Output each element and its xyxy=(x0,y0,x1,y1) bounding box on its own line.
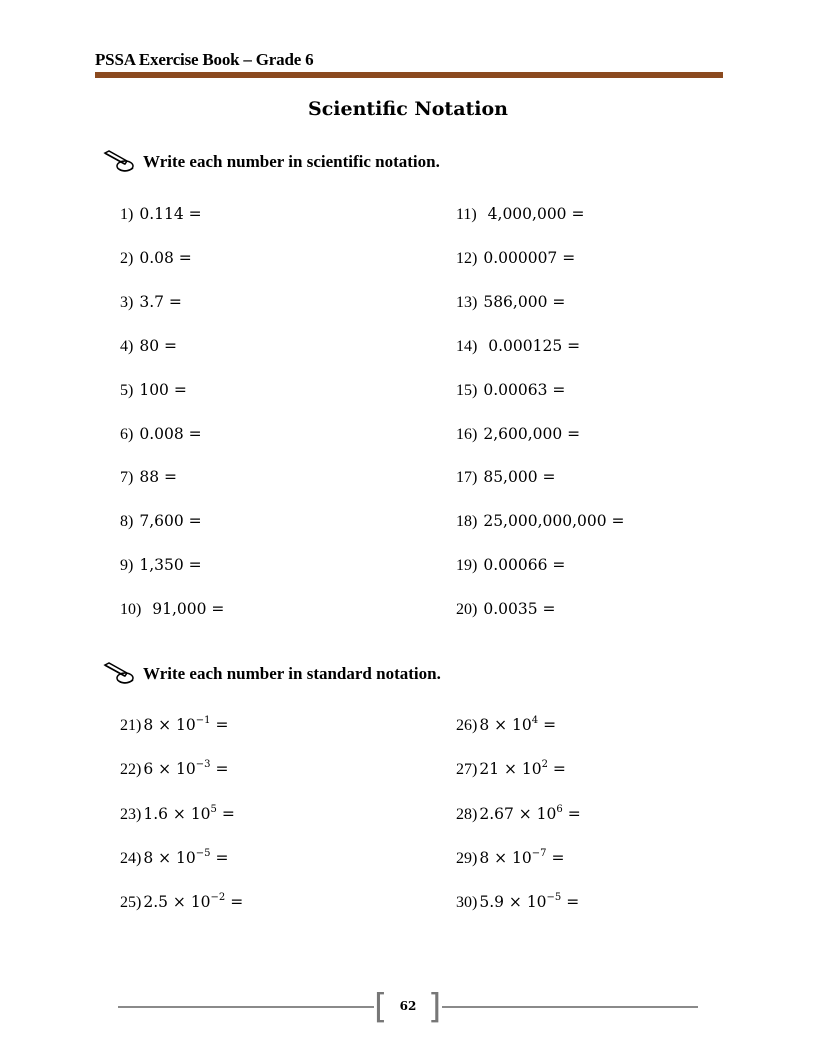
problem-number: 1) xyxy=(120,206,134,223)
pencil-writing-icon xyxy=(103,150,135,174)
problem-base: 2.67 × 10 xyxy=(479,804,557,823)
problem-item xyxy=(120,425,202,444)
page-title: Scientific Notation xyxy=(307,98,508,120)
header-title: PSSA Exercise Book – Grade 6 xyxy=(95,50,314,69)
problem-number: 12) xyxy=(456,249,478,267)
problem-item xyxy=(456,249,575,268)
footer-bracket-left: [ xyxy=(374,987,388,1027)
problem-number: 28) xyxy=(456,805,478,823)
problem-number: 20) xyxy=(456,601,478,619)
problem-number: 24) xyxy=(120,850,142,868)
problem-exponent: −1 xyxy=(195,715,211,726)
problem-expression: 0.00066 = xyxy=(483,556,566,575)
problem-exponent: 4 xyxy=(531,715,539,726)
problem-equals: = xyxy=(546,849,565,868)
problem-number: 17) xyxy=(456,469,478,487)
problem-expression: 0.08 = xyxy=(139,248,192,267)
problem-exponent: −3 xyxy=(195,759,211,771)
problem-item xyxy=(120,249,192,268)
problem-number: 8) xyxy=(120,513,134,531)
header-rule xyxy=(95,72,723,78)
problem-base: 2.5 × 10 xyxy=(143,893,211,912)
problem-item xyxy=(456,381,565,400)
problem-exponent: 6 xyxy=(556,803,563,815)
problem-expression: 88 = xyxy=(139,468,177,487)
problem-expression: 1,350 = xyxy=(139,556,202,575)
footer-rule-left xyxy=(118,1006,374,1008)
problem-item xyxy=(456,337,580,356)
problem-equals: = xyxy=(561,893,580,912)
problem-item xyxy=(456,805,581,824)
problem-item xyxy=(456,425,580,444)
problem-number: 19) xyxy=(456,557,478,575)
problem-base: 8 × 10 xyxy=(143,849,196,868)
pencil-writing-icon xyxy=(103,662,135,686)
problem-item xyxy=(120,205,202,224)
problem-number: 27) xyxy=(456,761,478,779)
problem-expression: 4,000,000 = xyxy=(482,205,585,223)
problem-number: 22) xyxy=(120,761,142,779)
problem-item xyxy=(456,760,566,779)
problem-equals: = xyxy=(210,849,229,868)
problem-number: 11) xyxy=(456,206,477,223)
problem-item xyxy=(120,805,235,824)
problem-equals: = xyxy=(538,716,557,735)
problem-base: 8 × 10 xyxy=(479,716,532,735)
problem-item xyxy=(120,893,243,912)
problem-item xyxy=(456,293,565,312)
footer-bracket-right: ] xyxy=(428,987,442,1027)
problem-expression: 85,000 = xyxy=(483,468,556,487)
problem-item xyxy=(456,205,584,224)
problem-base: 8 × 10 xyxy=(143,716,196,735)
problem-number: 30) xyxy=(456,894,478,912)
problem-number: 5) xyxy=(120,381,134,399)
problem-number: 9) xyxy=(120,557,134,575)
problem-exponent: −5 xyxy=(195,847,211,859)
problem-equals: = xyxy=(562,804,581,823)
problem-expression: 80 = xyxy=(139,336,177,355)
problem-equals: = xyxy=(210,716,229,735)
problem-number: 15) xyxy=(456,381,478,399)
problem-item xyxy=(456,512,625,531)
problem-item xyxy=(456,893,579,912)
problem-item xyxy=(120,381,187,400)
problem-item xyxy=(120,849,228,868)
problem-item xyxy=(456,468,555,487)
problem-number: 18) xyxy=(456,513,478,531)
problem-number: 25) xyxy=(120,894,142,912)
problem-item xyxy=(120,512,202,531)
problem-item xyxy=(120,468,177,487)
problem-item xyxy=(456,600,555,619)
problem-number: 26) xyxy=(456,717,478,735)
instruction-1 xyxy=(103,150,440,174)
problem-item xyxy=(120,556,202,575)
problem-exponent: −5 xyxy=(546,892,562,904)
problem-exponent: 2 xyxy=(541,759,548,771)
problem-number: 13) xyxy=(456,293,478,311)
instruction-2-text: Write each number in standard notation. xyxy=(143,664,441,683)
footer-rule-right xyxy=(442,1006,698,1008)
problem-base: 21 × 10 xyxy=(479,760,542,779)
problem-number: 4) xyxy=(120,337,134,355)
problem-base: 6 × 10 xyxy=(143,760,196,779)
problem-base: 8 × 10 xyxy=(479,849,532,868)
instruction-2 xyxy=(103,662,441,686)
problem-equals: = xyxy=(225,893,244,912)
problem-number: 29) xyxy=(456,850,478,868)
problem-item xyxy=(120,293,182,312)
problem-equals: = xyxy=(210,760,229,779)
problem-expression: 0.0035 = xyxy=(483,600,556,619)
problem-expression: 586,000 = xyxy=(483,292,566,311)
problem-number: 6) xyxy=(120,425,134,443)
problem-expression: 0.008 = xyxy=(139,424,202,443)
page-number: 62 xyxy=(399,999,417,1013)
instruction-1-text: Write each number in scientific notation. xyxy=(143,152,440,171)
problem-item xyxy=(120,600,224,619)
problem-expression: 2,600,000 = xyxy=(483,424,581,443)
problem-expression: 0.00063 = xyxy=(483,380,566,399)
problem-item xyxy=(120,760,228,779)
problem-base: 5.9 × 10 xyxy=(479,893,547,912)
problem-item xyxy=(120,716,228,735)
problem-exponent: 5 xyxy=(210,803,217,815)
problem-equals: = xyxy=(548,760,566,779)
problem-item xyxy=(456,556,565,575)
problem-number: 16) xyxy=(456,425,478,443)
problem-item xyxy=(456,716,556,735)
problem-item xyxy=(120,337,177,356)
problem-expression: 91,000 = xyxy=(147,600,225,619)
problem-expression: 0.000125 = xyxy=(483,336,581,355)
problem-item xyxy=(456,849,564,868)
problem-number: 21) xyxy=(120,717,142,735)
problem-expression: 7,600 = xyxy=(139,512,202,531)
problem-exponent: −2 xyxy=(210,892,226,904)
problem-equals: = xyxy=(216,804,235,823)
problem-number: 14) xyxy=(456,337,478,355)
problem-expression: 100 = xyxy=(139,380,187,399)
problem-base: 1.6 × 10 xyxy=(143,804,211,823)
problem-number: 2) xyxy=(120,249,134,267)
problem-expression: 0.000007 = xyxy=(483,248,576,267)
problem-number: 23) xyxy=(120,805,142,823)
problem-number: 10) xyxy=(120,601,142,619)
problem-expression: 25,000,000,000 = xyxy=(483,512,625,531)
problem-expression: 3.7 = xyxy=(139,292,182,311)
problem-number: 7) xyxy=(120,469,134,487)
problem-number: 3) xyxy=(120,293,134,311)
problem-expression: 0.114 = xyxy=(139,205,202,223)
problem-exponent: −7 xyxy=(531,847,547,859)
